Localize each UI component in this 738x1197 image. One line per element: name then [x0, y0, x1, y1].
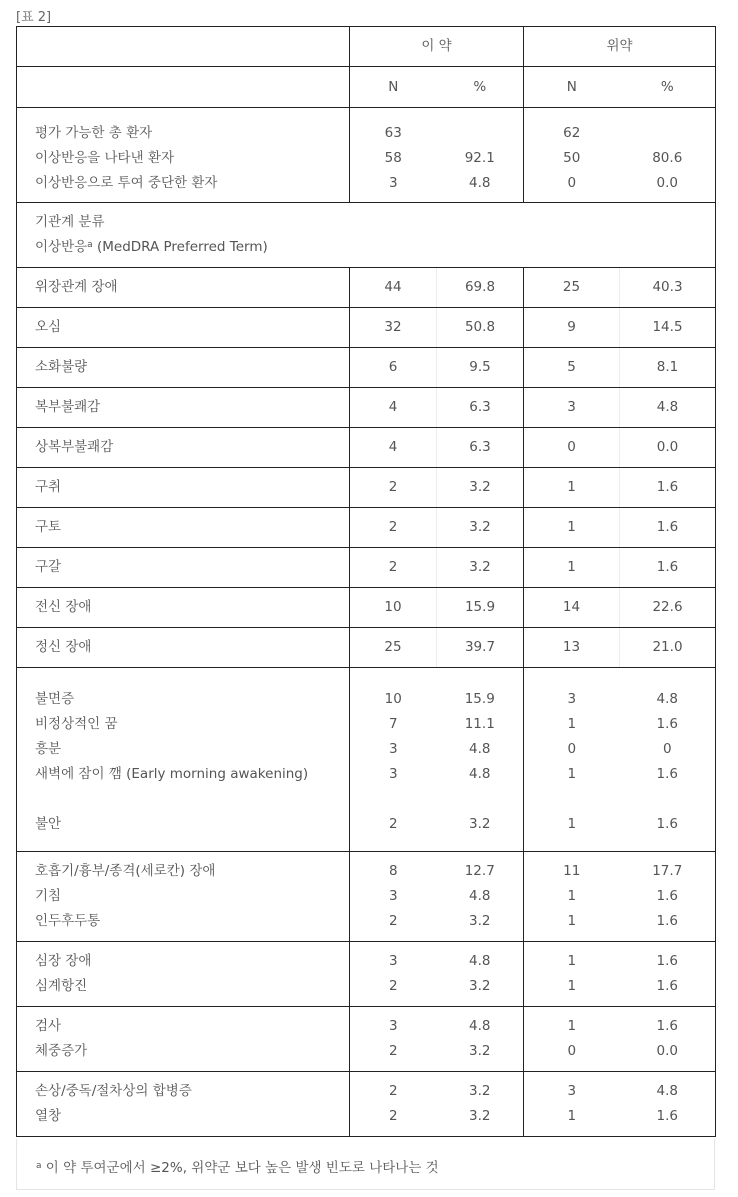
- header-placebo: 위약: [524, 27, 716, 67]
- placebo-pct: 1.6: [620, 548, 716, 588]
- table-row: [17, 974, 716, 1007]
- table-row: [17, 1007, 716, 1040]
- placebo-n: 1: [524, 508, 620, 548]
- placebo-pct: 1.6: [620, 1104, 716, 1137]
- placebo-n: 0: [567, 741, 577, 757]
- drug-n: 4: [350, 388, 437, 428]
- drug-pct: 9.5: [437, 348, 524, 388]
- drug-pct: 3.2: [437, 974, 524, 1007]
- drug-pct: 6.3: [437, 428, 524, 468]
- drug-n: 2: [388, 1083, 398, 1099]
- header-placebo-pct: %: [620, 67, 716, 108]
- table-row: [17, 146, 716, 171]
- header-drug: 이 약: [350, 27, 524, 67]
- row-label: 이상반응으로 투여 중단한 환자: [17, 171, 350, 203]
- row-label: 복부불쾌감: [17, 388, 350, 428]
- placebo-pct: 1.6: [620, 712, 716, 737]
- classification-suffix: (MedDRA Preferred Term): [92, 239, 268, 255]
- table-row: [17, 388, 716, 428]
- placebo-pct: 8.1: [620, 348, 716, 388]
- placebo-n: 50: [563, 150, 581, 166]
- placebo-pct: 0.0: [620, 428, 716, 468]
- table-row: [17, 548, 716, 588]
- placebo-n: 1: [524, 548, 620, 588]
- drug-n: 8: [388, 863, 398, 879]
- row-label: 소화불량: [17, 348, 350, 388]
- drug-pct: 3.2: [437, 1039, 524, 1072]
- table-row: [17, 108, 716, 147]
- header-drug-n: N: [350, 67, 437, 108]
- row-label: 구취: [17, 468, 350, 508]
- drug-pct: 6.3: [437, 388, 524, 428]
- table-row: [17, 852, 716, 885]
- drug-n: 2: [350, 508, 437, 548]
- drug-n: 25: [350, 628, 437, 668]
- drug-pct: 3.2: [437, 508, 524, 548]
- table-row: [17, 348, 716, 388]
- table-row: [17, 468, 716, 508]
- classification-label: [17, 203, 716, 268]
- drug-n: 63: [384, 125, 402, 141]
- table-row: [17, 1072, 716, 1105]
- placebo-pct: 1.6: [620, 468, 716, 508]
- drug-pct: 4.8: [437, 737, 524, 762]
- footnote-text: 이 약 투여군에서 ≥2%, 위약군 보다 높은 발생 빈도로 나타나는 것: [41, 1160, 439, 1176]
- drug-pct: 4.8: [437, 942, 524, 975]
- classification-line1: 기관계 분류: [35, 214, 105, 230]
- placebo-pct: 21.0: [620, 628, 716, 668]
- placebo-n: 25: [524, 268, 620, 308]
- drug-n: 2: [350, 468, 437, 508]
- drug-n: 3: [350, 171, 437, 203]
- placebo-n: 1: [524, 468, 620, 508]
- placebo-n: 1: [524, 1104, 620, 1137]
- placebo-n: 1: [567, 716, 577, 732]
- drug-pct: 3.2: [437, 548, 524, 588]
- row-label: 불면증: [17, 668, 350, 713]
- drug-pct: 3.2: [437, 468, 524, 508]
- placebo-pct: 80.6: [620, 146, 716, 171]
- table-row: [17, 884, 716, 909]
- placebo-pct: 4.8: [620, 388, 716, 428]
- table-row: [17, 171, 716, 203]
- drug-n: 3: [388, 741, 398, 757]
- row-label: 심장 장애: [17, 942, 350, 975]
- drug-n: 2: [350, 787, 437, 852]
- drug-n: 10: [350, 588, 437, 628]
- placebo-pct: 0.0: [620, 1039, 716, 1072]
- drug-pct: 12.7: [437, 852, 524, 885]
- row-label: 검사: [17, 1007, 350, 1040]
- table-row: [17, 942, 716, 975]
- placebo-n: 9: [524, 308, 620, 348]
- table-row: [17, 588, 716, 628]
- row-label: 불안: [17, 787, 350, 852]
- header-placebo-n: N: [524, 67, 620, 108]
- placebo-pct: 0: [620, 737, 716, 762]
- table-row: [17, 737, 716, 762]
- table-row: [17, 308, 716, 348]
- placebo-n: 0: [524, 1039, 620, 1072]
- drug-n: 2: [350, 1039, 437, 1072]
- placebo-pct: 1.6: [620, 1007, 716, 1040]
- classification-prefix: 이상반응: [35, 239, 88, 255]
- header-blank: [17, 27, 350, 67]
- placebo-pct: 0.0: [620, 171, 716, 203]
- row-label: 새벽에 잠이 깸 (Early morning awakening): [17, 762, 350, 787]
- row-label: 비정상적인 꿈: [17, 712, 350, 737]
- drug-n: 2: [350, 974, 437, 1007]
- table-row: [17, 268, 716, 308]
- drug-n: 2: [350, 909, 437, 942]
- footnote-marker: a: [36, 1161, 42, 1171]
- drug-n: 3: [388, 888, 398, 904]
- drug-n: 3: [388, 953, 398, 969]
- row-label: 흥분: [17, 737, 350, 762]
- classification-sup: a: [87, 240, 93, 250]
- placebo-pct: 40.3: [620, 268, 716, 308]
- row-label: 구갈: [17, 548, 350, 588]
- drug-n: 4: [350, 428, 437, 468]
- footnote: [36, 1156, 439, 1176]
- row-label: 호흡기/흉부/종격(세로칸) 장애: [17, 852, 350, 885]
- drug-pct: 4.8: [437, 1007, 524, 1040]
- placebo-pct: 1.6: [620, 942, 716, 975]
- table-row: [17, 712, 716, 737]
- table-row: [17, 628, 716, 668]
- row-label: 기침: [17, 884, 350, 909]
- header-row-groups: [17, 27, 716, 67]
- row-label: 정신 장애: [17, 628, 350, 668]
- header-blank-2: [17, 67, 350, 108]
- drug-n: 7: [388, 716, 398, 732]
- placebo-n: 1: [524, 974, 620, 1007]
- placebo-pct: 1.6: [620, 787, 716, 852]
- drug-n: 44: [350, 268, 437, 308]
- row-label: 열창: [17, 1104, 350, 1137]
- header-row-units: [17, 67, 716, 108]
- row-label: 체중증가: [17, 1039, 350, 1072]
- placebo-n: 3: [524, 388, 620, 428]
- placebo-n: 14: [524, 588, 620, 628]
- drug-n: 6: [350, 348, 437, 388]
- drug-n: 3: [388, 766, 398, 782]
- drug-pct: 92.1: [437, 146, 524, 171]
- placebo-n: 1: [567, 1018, 577, 1034]
- drug-pct: 3.2: [437, 1072, 524, 1105]
- table-row: [17, 428, 716, 468]
- drug-pct: 4.8: [437, 762, 524, 787]
- placebo-n: 1: [567, 766, 577, 782]
- drug-n: 32: [350, 308, 437, 348]
- drug-pct: 3.2: [437, 1104, 524, 1137]
- row-label: 평가 가능한 총 환자: [17, 108, 350, 147]
- table-caption: [표 2]: [16, 10, 52, 25]
- row-label: 구토: [17, 508, 350, 548]
- placebo-pct: 1.6: [620, 762, 716, 787]
- drug-pct: 50.8: [437, 308, 524, 348]
- placebo-n: 1: [524, 787, 620, 852]
- table-row: [17, 1104, 716, 1137]
- drug-n: 3: [388, 1018, 398, 1034]
- placebo-n: 5: [524, 348, 620, 388]
- drug-n: 10: [384, 691, 402, 707]
- drug-n: 2: [350, 1104, 437, 1137]
- drug-pct: 15.9: [437, 668, 524, 713]
- drug-pct: 3.2: [437, 787, 524, 852]
- placebo-n: 3: [567, 1083, 577, 1099]
- placebo-pct: 22.6: [620, 588, 716, 628]
- placebo-n: 0: [524, 428, 620, 468]
- placebo-pct: 1.6: [620, 909, 716, 942]
- row-label: 이상반응을 나타낸 환자: [17, 146, 350, 171]
- placebo-n: 3: [567, 691, 577, 707]
- placebo-n: 1: [567, 953, 577, 969]
- row-label: 오심: [17, 308, 350, 348]
- drug-pct: [437, 108, 524, 147]
- placebo-pct: 1.6: [620, 884, 716, 909]
- table-row: [17, 762, 716, 787]
- drug-pct: 4.8: [437, 171, 524, 203]
- placebo-pct: 4.8: [620, 668, 716, 713]
- row-label: 인두후두통: [17, 909, 350, 942]
- table-row: [17, 787, 716, 852]
- drug-pct: 11.1: [437, 712, 524, 737]
- drug-pct: 3.2: [437, 909, 524, 942]
- placebo-n: 0: [524, 171, 620, 203]
- adverse-events-table: [16, 26, 716, 1137]
- table-row: [17, 1039, 716, 1072]
- placebo-pct: 1.6: [620, 974, 716, 1007]
- placebo-pct: [620, 108, 716, 147]
- placebo-pct: 14.5: [620, 308, 716, 348]
- drug-pct: 69.8: [437, 268, 524, 308]
- drug-n: 58: [384, 150, 402, 166]
- placebo-n: 1: [524, 909, 620, 942]
- drug-pct: 4.8: [437, 884, 524, 909]
- placebo-n: 13: [524, 628, 620, 668]
- placebo-pct: 4.8: [620, 1072, 716, 1105]
- placebo-n: 1: [567, 888, 577, 904]
- classification-line2: [35, 235, 715, 260]
- row-label: 상복부불쾌감: [17, 428, 350, 468]
- classification-row: [17, 203, 716, 268]
- row-label: 전신 장애: [17, 588, 350, 628]
- row-label: 심계항진: [17, 974, 350, 1007]
- table-row: [17, 909, 716, 942]
- placebo-n: 62: [563, 125, 581, 141]
- row-label: 손상/중독/절차상의 합병증: [17, 1072, 350, 1105]
- placebo-pct: 1.6: [620, 508, 716, 548]
- header-drug-pct: %: [437, 67, 524, 108]
- row-label: 위장관계 장애: [17, 268, 350, 308]
- placebo-pct: 17.7: [620, 852, 716, 885]
- drug-pct: 15.9: [437, 588, 524, 628]
- table-row: [17, 508, 716, 548]
- drug-n: 2: [350, 548, 437, 588]
- drug-pct: 39.7: [437, 628, 524, 668]
- table-row: [17, 668, 716, 713]
- placebo-n: 11: [563, 863, 581, 879]
